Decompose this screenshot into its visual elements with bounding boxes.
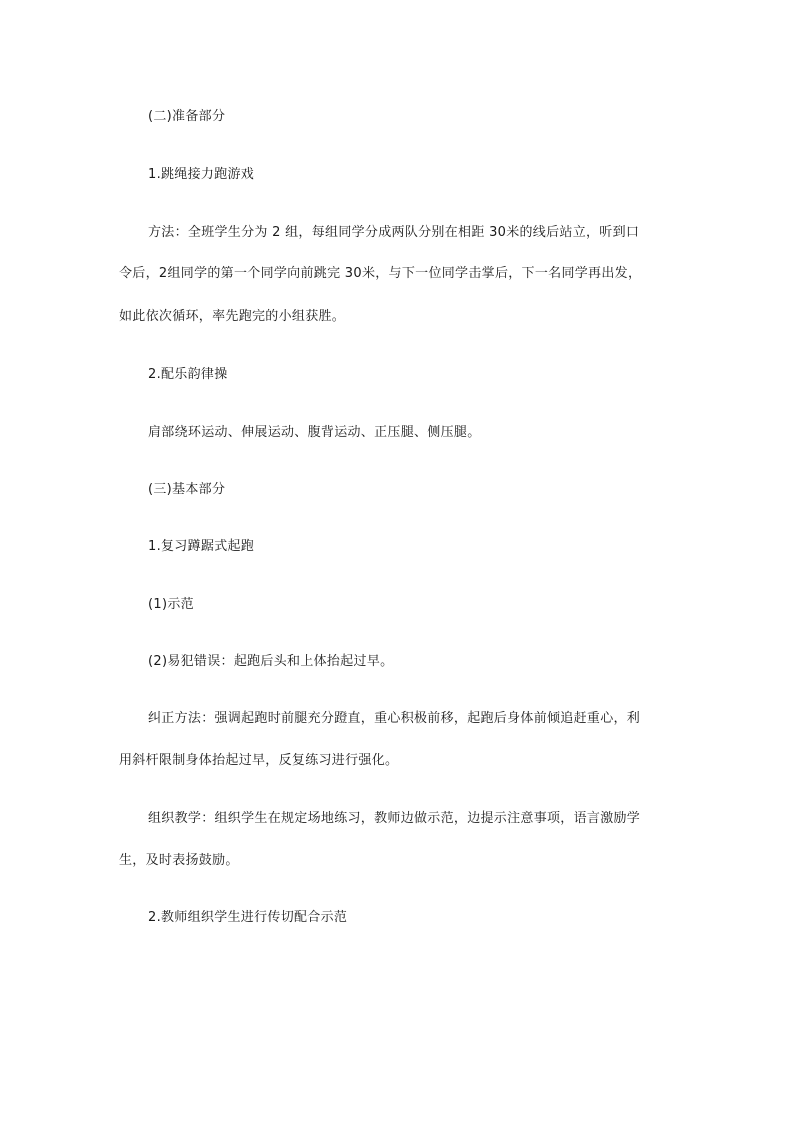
basic-item-title-passing: 2.教师组织学生进行传切配合示范 [148, 910, 348, 925]
rhythm-exercise-text: 肩部绕环运动、伸展运动、腹背运动、正压腿、侧压腿。 [148, 425, 481, 440]
section-heading-basic: (三)基本部分 [148, 482, 226, 497]
organize-paragraph-line-2: 生，及时表扬鼓励。 [119, 853, 239, 868]
section-heading-preparation: (二)准备部分 [148, 109, 226, 124]
item-title-rhythm-exercise: 2.配乐韵律操 [148, 367, 228, 382]
method-paragraph-line-1: 方法：全班学生分为 2 组，每组同学分成两队分别在相距 30米的线后站立，听到口 [148, 225, 640, 240]
basic-subitem-common-errors: (2)易犯错误：起跑后头和上体抬起过早。 [148, 654, 394, 669]
method-paragraph-line-3: 如此依次循环，率先跑完的小组获胜。 [119, 309, 346, 324]
basic-subitem-demo: (1)示范 [148, 597, 194, 612]
correction-paragraph-line-1: 纠正方法：强调起跑时前腿充分蹬直，重心积极前移，起跑后身体前倾追赶重心，利 [148, 711, 641, 726]
basic-item-title-start: 1.复习蹲踞式起跑 [148, 539, 255, 554]
correction-paragraph-line-2: 用斜杆限制身体抬起过早，反复练习进行强化。 [119, 753, 399, 768]
method-paragraph-line-2: 令后，2组同学的第一个同学向前跳完 30米，与下一位同学击掌后，下一名同学再出发， [119, 266, 642, 281]
organize-paragraph-line-1: 组织教学：组织学生在规定场地练习，教师边做示范，边提示注意事项，语言激励学 [148, 811, 641, 826]
item-title-rope-relay: 1.跳绳接力跑游戏 [148, 167, 255, 182]
